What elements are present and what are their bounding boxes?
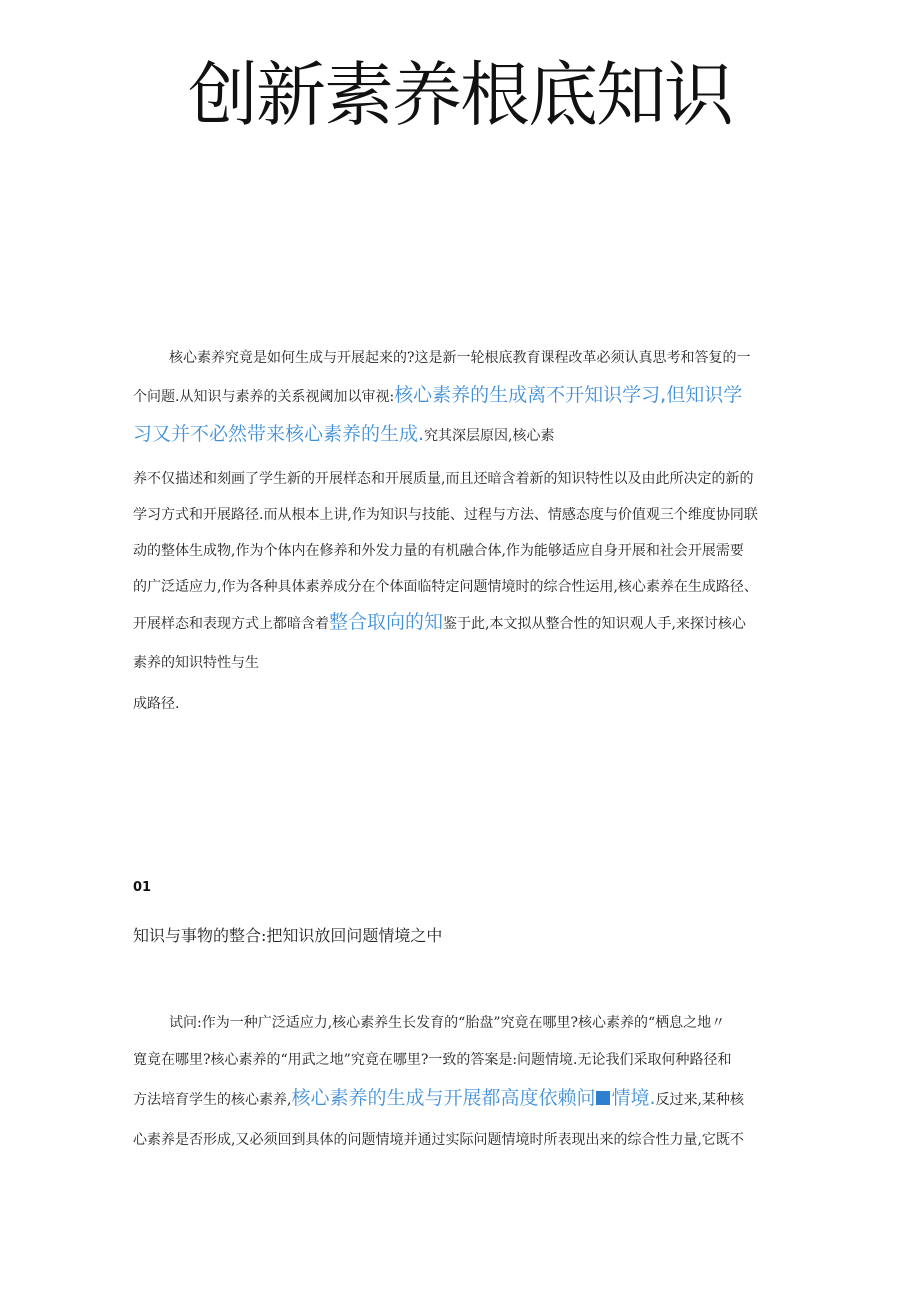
section-number: 01 — [133, 880, 152, 895]
para1-text: 究其深层原因,核心素 — [424, 428, 555, 444]
para2-line-1: 试问:作为一种广泛适应力,核心素养生长发育的“胎盘”究竟在哪里?核心素养的“栖息之地〃 — [169, 1015, 726, 1031]
para2-line-2: 寛竟在哪里?核心素养的“用武之地”究竟在哪里?一致的答案是:问题情境.无论我们采取何种路径和 — [133, 1052, 732, 1068]
para2-text: 方法培育学生的核心素养, — [133, 1092, 292, 1108]
highlight-text: 情境. — [611, 1087, 656, 1109]
para1-line-2 — [133, 385, 742, 407]
para2-text: 反过来,某种核 — [655, 1092, 744, 1108]
para1-text: 鉴于此,本文拟从整合性的知识观人手,来探讨核心 — [443, 616, 746, 632]
para1-line-7: 的广泛适应力,作为各种具体素养成分在个体面临特定问题情境时的综合性运用,核心素养在生成路径、 — [133, 579, 758, 595]
para1-line-9: 素养的知识特性与生 — [133, 655, 259, 671]
highlight-text: 核心素养的生成离不开知识学习,但知识学 — [394, 384, 743, 406]
document-title: 创新素养根底知识 — [188, 54, 732, 136]
para1-line-1: 核心素养究竟是如何生成与开展起来的?这是新一轮根底教育课程改革必须认真思考和答复的一 — [169, 350, 751, 366]
highlight-text: 习又并不必然带来核心素养的生成. — [133, 423, 425, 445]
para1-line-4: 养不仅描述和刻画了学生新的开展样态和开展质量,而且还暗含着新的知识特性以及由此所决定的新的 — [133, 471, 754, 487]
para1-line-3 — [133, 424, 555, 446]
highlight-text: 核心素养的生成与开展都高度依赖问 — [291, 1087, 596, 1109]
para1-line-6: 动的整体生成物,作为个体内在修养和外发力量的有机融合体,作为能够适应自身开展和社会开展需要 — [133, 543, 744, 559]
para2-line-4: 心素养是否形成,又必须回到具体的问题情境并通过实际问题情境时所表现出来的综合性力量,它既不 — [133, 1132, 744, 1148]
para1-text: 个问题.从知识与素养的关系视阈加以审视: — [133, 389, 395, 405]
black-square-icon — [596, 1091, 610, 1105]
para1-text: 开展样态和表现方式上都暗含着 — [133, 616, 329, 632]
para1-line-8 — [133, 612, 746, 634]
section-heading: 知识与事物的整合:把知识放回问题情境之中 — [133, 926, 443, 945]
highlight-text: 整合取向的知 — [329, 611, 444, 633]
para1-line-10: 成路径. — [133, 696, 180, 712]
para2-line-3 — [133, 1088, 744, 1110]
para1-line-5: 学习方式和开展路径.而从根本上讲,作为知识与技能、过程与方法、情感态度与价值观三个维度协同联 — [133, 507, 758, 523]
